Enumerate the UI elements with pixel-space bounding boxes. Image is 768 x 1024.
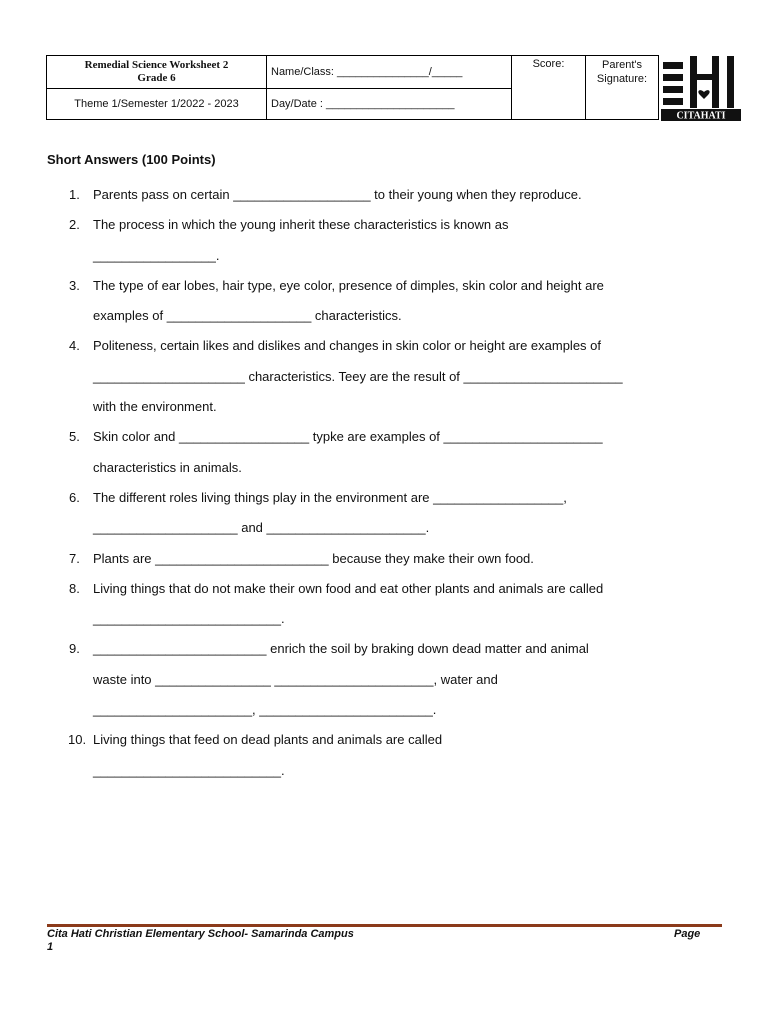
worksheet-grade: Grade 6 (137, 72, 176, 84)
worksheet-title: Remedial Science Worksheet 2 (84, 59, 229, 71)
question-list (47, 180, 737, 786)
question-text: ________________________ enrich the soil by braking down dead matter and animal (93, 641, 589, 657)
question-item (47, 210, 737, 271)
parent-signature-label-2: Signature: (596, 73, 648, 85)
question-text: waste into ________________ ______________________, water and (93, 671, 498, 687)
question-number: 2. (69, 217, 80, 233)
question-text: The different roles living things play in the environment are __________________, (93, 489, 567, 505)
worksheet-title-cell (47, 56, 267, 89)
section-title: Short Answers (100 Points) (47, 152, 216, 167)
question-item (47, 483, 737, 544)
question-item (47, 725, 737, 786)
question-number: 6. (69, 489, 80, 505)
cita-hati-logo-icon (660, 52, 742, 122)
worksheet-header-table (46, 55, 659, 120)
day-date-field[interactable]: Day/Date : _____________________ (267, 89, 512, 120)
footer-page-number: 1 (47, 941, 54, 953)
question-number: 1. (69, 187, 80, 202)
question-text: ____________________ and ______________________. (93, 520, 430, 536)
question-text: examples of ____________________ characteristics. (93, 308, 402, 324)
name-class-field[interactable]: Name/Class: _______________/_____ (267, 56, 512, 89)
question-text: Politeness, certain likes and dislikes and changes in skin color or height are examples of (93, 338, 601, 354)
question-item (47, 331, 737, 422)
question-text: The process in which the young inherit these characteristics is known as (93, 217, 509, 233)
parent-signature-field[interactable] (586, 56, 659, 120)
question-number: 9. (69, 641, 80, 657)
question-text: with the environment. (93, 399, 217, 415)
question-text: ______________________, ________________________. (93, 702, 437, 718)
question-text: The type of ear lobes, hair type, eye color, presence of dimples, skin color and height are (93, 277, 604, 293)
question-number: 3. (69, 277, 80, 293)
footer-school-name: Cita Hati Christian Elementary School- Samarinda Campus (47, 928, 354, 940)
question-item (47, 271, 737, 332)
logo-text: CITAHATI (676, 110, 726, 122)
question-text: _____________________ characteristics. Teey are the result of ______________________ (93, 368, 623, 384)
question-number: 10. (68, 732, 87, 748)
question-item (47, 180, 737, 210)
question-number: 7. (69, 550, 80, 566)
question-item (47, 544, 737, 574)
question-number: 5. (69, 429, 80, 445)
question-number: 8. (69, 580, 80, 596)
question-text: __________________________. (93, 611, 285, 627)
question-text: Living things that do not make their own food and eat other plants and animals are called (93, 580, 604, 596)
footer-page-label: Page (674, 928, 701, 940)
question-text: characteristics in animals. (93, 459, 242, 475)
question-item (47, 422, 737, 483)
question-item (47, 574, 737, 635)
parent-signature-label-1: Parent's (601, 59, 642, 71)
theme-semester: Theme 1/Semester 1/2022 - 2023 (47, 89, 267, 120)
question-text: Parents pass on certain ___________________ to their young when they reproduce. (93, 187, 582, 202)
question-item (47, 634, 737, 725)
question-text: Plants are ________________________ because they make their own food. (93, 550, 534, 566)
question-text: Skin color and __________________ typke are examples of ______________________ (93, 429, 603, 445)
score-field[interactable]: Score: (512, 56, 586, 120)
question-number: 4. (69, 338, 80, 354)
question-text: _________________. (93, 247, 220, 263)
question-text: Living things that feed on dead plants and animals are called (93, 732, 443, 748)
question-text: __________________________. (93, 762, 285, 778)
footer-divider (47, 924, 722, 927)
